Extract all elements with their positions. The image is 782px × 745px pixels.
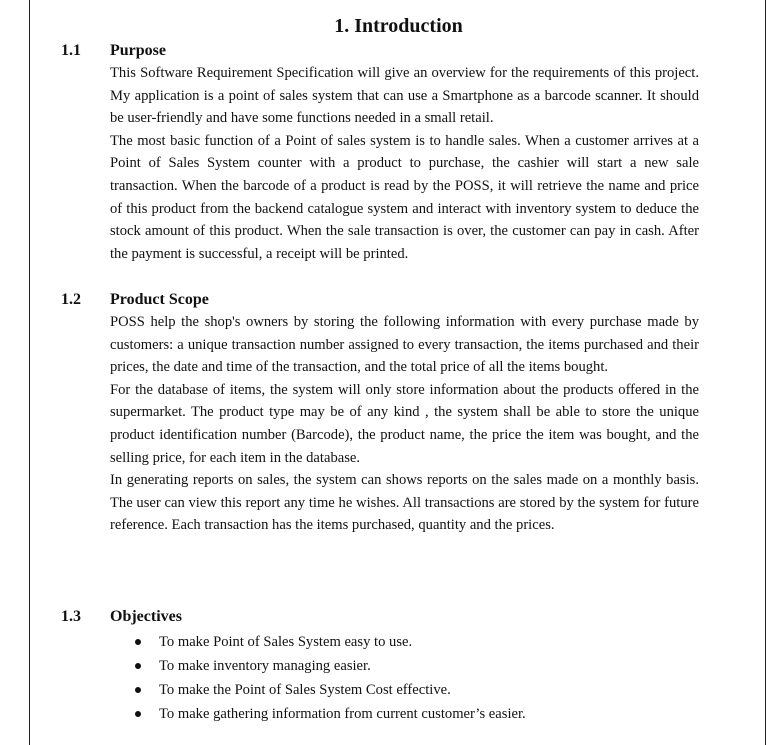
- page-frame: [29, 0, 766, 745]
- bullet-icon: [135, 711, 141, 717]
- document-title: 1. Introduction: [334, 15, 463, 37]
- list-item: [130, 630, 526, 654]
- section-heading: Objectives: [110, 608, 182, 625]
- paragraph: For the database of items, the system will only store information about the products offered in the supermarket. The product type may be of any kind , the system shall be able to store the unique product identification number (Barcode), the product name, the price the item was bought, and the selling price, for each item in the database.: [110, 381, 699, 466]
- bullet-icon: [135, 663, 141, 669]
- section-number: 1.1: [61, 42, 81, 59]
- objectives-list: [130, 630, 526, 726]
- list-item-text: To make gathering information from current customer’s easier.: [159, 706, 526, 722]
- paragraph: POSS help the shop's owners by storing the following information with every purchase made by customers: a unique transaction number assigned to every transaction, the items purchased and their prices, the date and time of the transaction, and the total price of all the items bought.: [110, 314, 699, 376]
- bullet-icon: [135, 687, 141, 693]
- list-item-text: To make the Point of Sales System Cost effective.: [159, 682, 451, 698]
- list-item: [130, 678, 526, 702]
- list-item-text: To make inventory managing easier.: [159, 658, 371, 674]
- list-item-text: To make Point of Sales System easy to use.: [159, 634, 413, 650]
- paragraph: This Software Requirement Specification will give an overview for the requirements of this project. My application is a point of sales system that can use a Smartphone as a barcode scanner. It should be user-friendly and have some functions needed in a small retail.: [110, 65, 699, 127]
- section-body: [110, 62, 699, 265]
- section-heading: Purpose: [110, 42, 166, 59]
- bullet-icon: [135, 639, 141, 645]
- section-number: 1.2: [61, 291, 81, 308]
- section-heading: Product Scope: [110, 291, 209, 308]
- section-body: [110, 311, 699, 537]
- list-item: [130, 702, 526, 726]
- paragraph: The most basic function of a Point of sales system is to handle sales. When a customer arrives at a Point of Sales System counter with a product to purchase, the cashier will start a new sale transaction. When the barcode of a product is read by the POSS, it will retrieve the name and price of this product from the backend catalogue system and interact with inventory system to deduce the stock amount of this product. When the sale transaction is over, the customer can pay in cash. After the payment is successful, a receipt will be printed.: [110, 132, 699, 262]
- section-number: 1.3: [61, 608, 81, 625]
- list-item: [130, 654, 526, 678]
- paragraph: In generating reports on sales, the system can shows reports on the sales made on a monthly basis. The user can view this report any time he wishes. All transactions are stored by the system for future reference. Each transaction has the items purchased, quantity and the prices.: [110, 472, 699, 534]
